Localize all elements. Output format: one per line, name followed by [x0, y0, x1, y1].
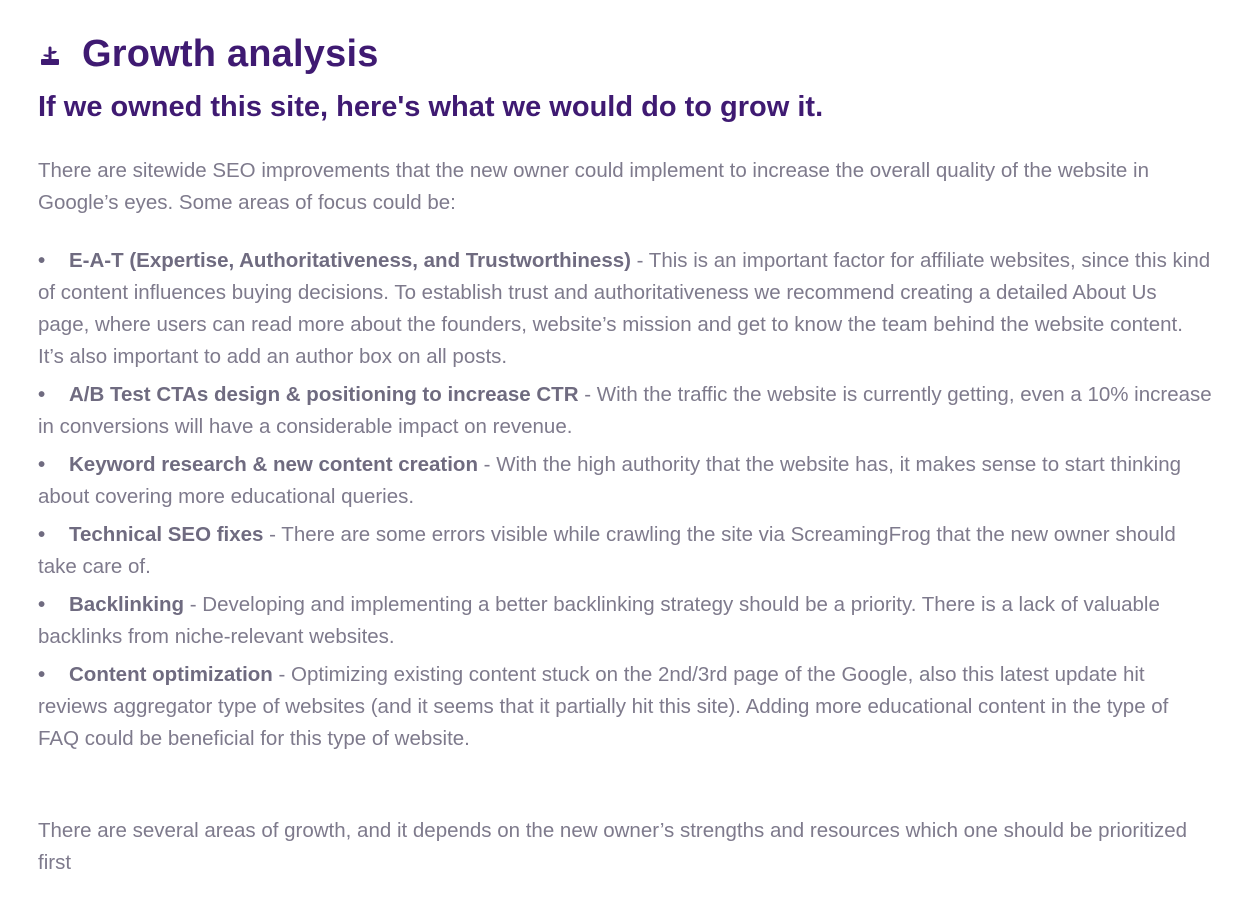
bullet-marker: • [38, 663, 46, 686]
bullet-marker: • [38, 593, 46, 616]
list-item-term: A/B Test CTAs design & positioning to increase CTR [69, 383, 579, 406]
list-item-term: Keyword research & new content creation [69, 453, 478, 476]
list-item [38, 245, 1213, 373]
bullet-marker: • [38, 523, 46, 546]
list-item-term: Backlinking [69, 593, 185, 616]
list-item-description: - There are some errors visible while crawling the site via ScreamingFrog that the new owner should take care of. [38, 523, 1176, 578]
list-item [38, 519, 1213, 583]
list-item [38, 379, 1213, 443]
bullet-marker: • [38, 453, 46, 476]
bullet-marker: • [38, 249, 46, 272]
list-item-description: - This is an important factor for affiliate websites, since this kind of content influences buying decisions. To establish trust and authoritativeness we recommend creating a detailed About Us page, where users can read more about the founders, website’s mission and get to know the team behind the website content. It’s also important to add an author box on all posts. [38, 249, 1211, 368]
closing-paragraph: There are several areas of growth, and it depends on the new owner’s strengths and resources which one should be prioritized first [38, 819, 1188, 874]
list-item-description: - With the traffic the website is currently getting, even a 10% increase in conversions will have a considerable impact on revenue. [38, 383, 1212, 438]
page-subtitle: If we owned this site, here's what we would do to grow it. [38, 91, 824, 123]
list-item-term: Technical SEO fixes [69, 523, 264, 546]
list-item-term: Content optimization [69, 663, 273, 686]
intro-paragraph: There are sitewide SEO improvements that the new owner could implement to increase the overall quality of the website in Google’s eyes. Some areas of focus could be: [38, 159, 1149, 214]
page-title: Growth analysis [82, 33, 379, 75]
list-item [38, 589, 1213, 653]
list-item [38, 449, 1213, 513]
list-item-description: - With the high authority that the website has, it makes sense to start thinking about covering more educational queries. [38, 453, 1182, 508]
list-item-term: E-A-T (Expertise, Authoritativeness, and Trustworthiness) [69, 249, 631, 272]
list-item [38, 659, 1213, 755]
plant-sprout-icon [38, 42, 62, 66]
list-item-description: - Developing and implementing a better backlinking strategy should be a priority. There is a lack of valuable backlinks from niche-relevant websites. [38, 593, 1160, 648]
list-item-description: - Optimizing existing content stuck on the 2nd/3rd page of the Google, also this latest update hit reviews aggregator type of websites (and it seems that it partially hit this site). Adding more educational content in the type of FAQ could be beneficial for this type of website. [38, 663, 1169, 750]
bullet-marker: • [38, 383, 46, 406]
title-row [38, 30, 379, 78]
focus-areas-list [38, 245, 1213, 761]
